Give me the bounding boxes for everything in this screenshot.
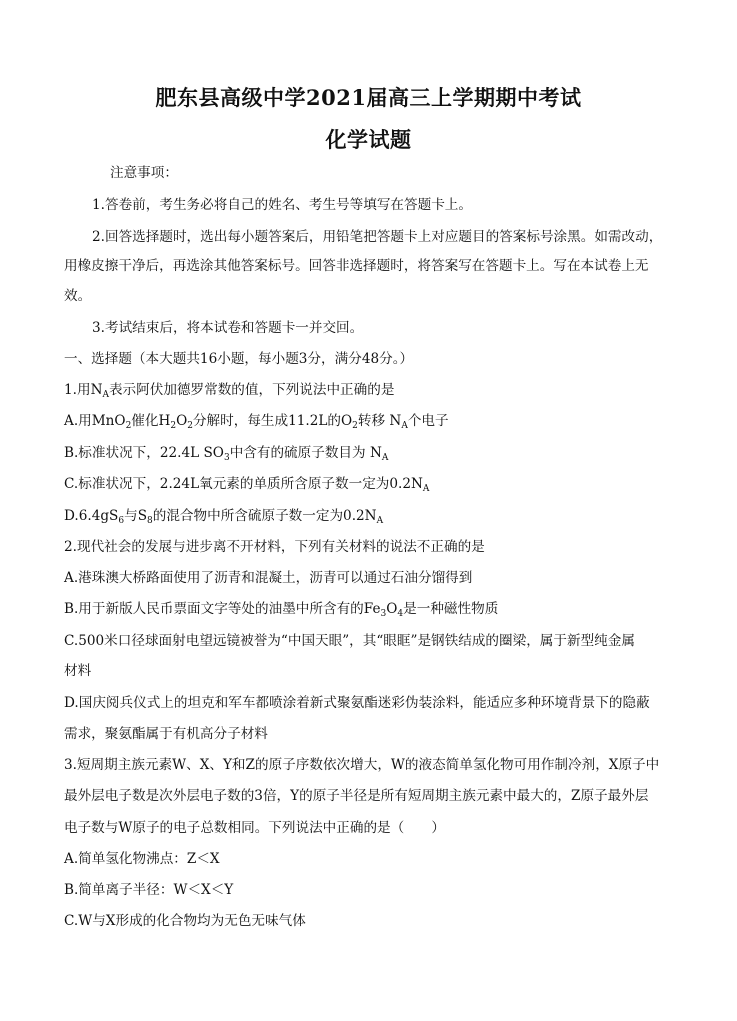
question-2-option-b: B.用于新版人民币票面文字等处的油墨中所含有的$Fe_3O_4$是一种磁性物质 [64, 601, 499, 619]
question-3-option-a: A.简单氢化物沸点：Z＜X [64, 851, 220, 867]
exam-subtitle: 化学试题 [325, 127, 412, 152]
notice-heading: 注意事项： [110, 165, 178, 181]
exam-title: 肥东县高级中学2021届高三上学期期中考试 [155, 85, 582, 110]
notice-item-2-line-1: 2.回答选择题时，选出每小题答案后，用铅笔把答题卡上对应题目的答案标号涂黑。如需改动， [92, 229, 663, 245]
question-2-option-c-line-2: 材料 [64, 663, 92, 679]
section-1-heading: 一、选择题（本大题共16小题，每小题3分，满分48分。） [64, 351, 414, 367]
question-1-option-c: C.标准状况下，2.24L氧元素的单质所含原子数一定为$0.2N_A$ [64, 476, 430, 494]
question-2-stem: 2.现代社会的发展与进步离不开材料，下列有关材料的说法不正确的是 [64, 539, 485, 555]
notice-item-2-line-3: 效。 [64, 288, 92, 304]
question-2-option-c-line-1: C.500米口径球面射电望远镜被誉为“中国天眼”，其“眼眶”是钢铁结成的圈梁，属于新型纯金属 [64, 633, 635, 649]
question-2-option-a: A.港珠澳大桥路面使用了沥青和混凝土，沥青可以通过石油分馏得到 [64, 570, 473, 586]
question-1-option-a: A.用MnO$_2$催化$H_2O_2$分解时，每生成11.2L的$O_2$转移 $N_A$个电子 [64, 413, 449, 431]
question-1-option-b: B.标准状况下，22.4L $SO_3$中含有的硫原子数目为 $N_A$ [64, 445, 389, 463]
question-3-option-c: C.W与X形成的化合物均为无色无味气体 [64, 913, 306, 929]
question-2-option-d-line-1: D.国庆阅兵仪式上的坦克和军车都喷涂着新式聚氨酯迷彩伪装涂料，能适应多种环境背景下的隐蔽 [64, 695, 650, 711]
question-2-option-d-line-2: 需求，聚氨酯属于有机高分子材料 [64, 726, 268, 742]
notice-item-2-line-2: 用橡皮擦干净后，再选涂其他答案标号。回答非选择题时，将答案写在答题卡上。写在本试卷上无 [64, 258, 649, 274]
notice-item-3: 3.考试结束后，将本试卷和答题卡一并交回。 [92, 320, 364, 336]
question-3-option-b: B.简单离子半径：W＜X＜Y [64, 882, 234, 898]
notice-item-1: 1.答卷前，考生务必将自己的姓名、考生号等填写在答题卡上。 [92, 197, 472, 213]
question-1-option-d: $D.6.4gS_6$与$S_8$的混合物中所含硫原子数一定为$0.2N_A$ [64, 508, 384, 526]
question-3-stem-line-1: 3.短周期主族元素W、X、Y和Z的原子序数依次增大，W的液态简单氢化物可用作制冷剂，X原子中 [64, 757, 660, 773]
question-3-stem-line-2: 最外层电子数是次外层电子数的3倍，Y的原子半径是所有短周期主族元素中最大的，Z原子最外层 [64, 788, 649, 804]
question-3-stem-line-3: 电子数与W原子的电子总数相同。下列说法中正确的是（ ） [64, 820, 446, 836]
question-1-stem: 1.用$N_A$表示阿伏加德罗常数的值，下列说法中正确的是 [64, 382, 395, 400]
